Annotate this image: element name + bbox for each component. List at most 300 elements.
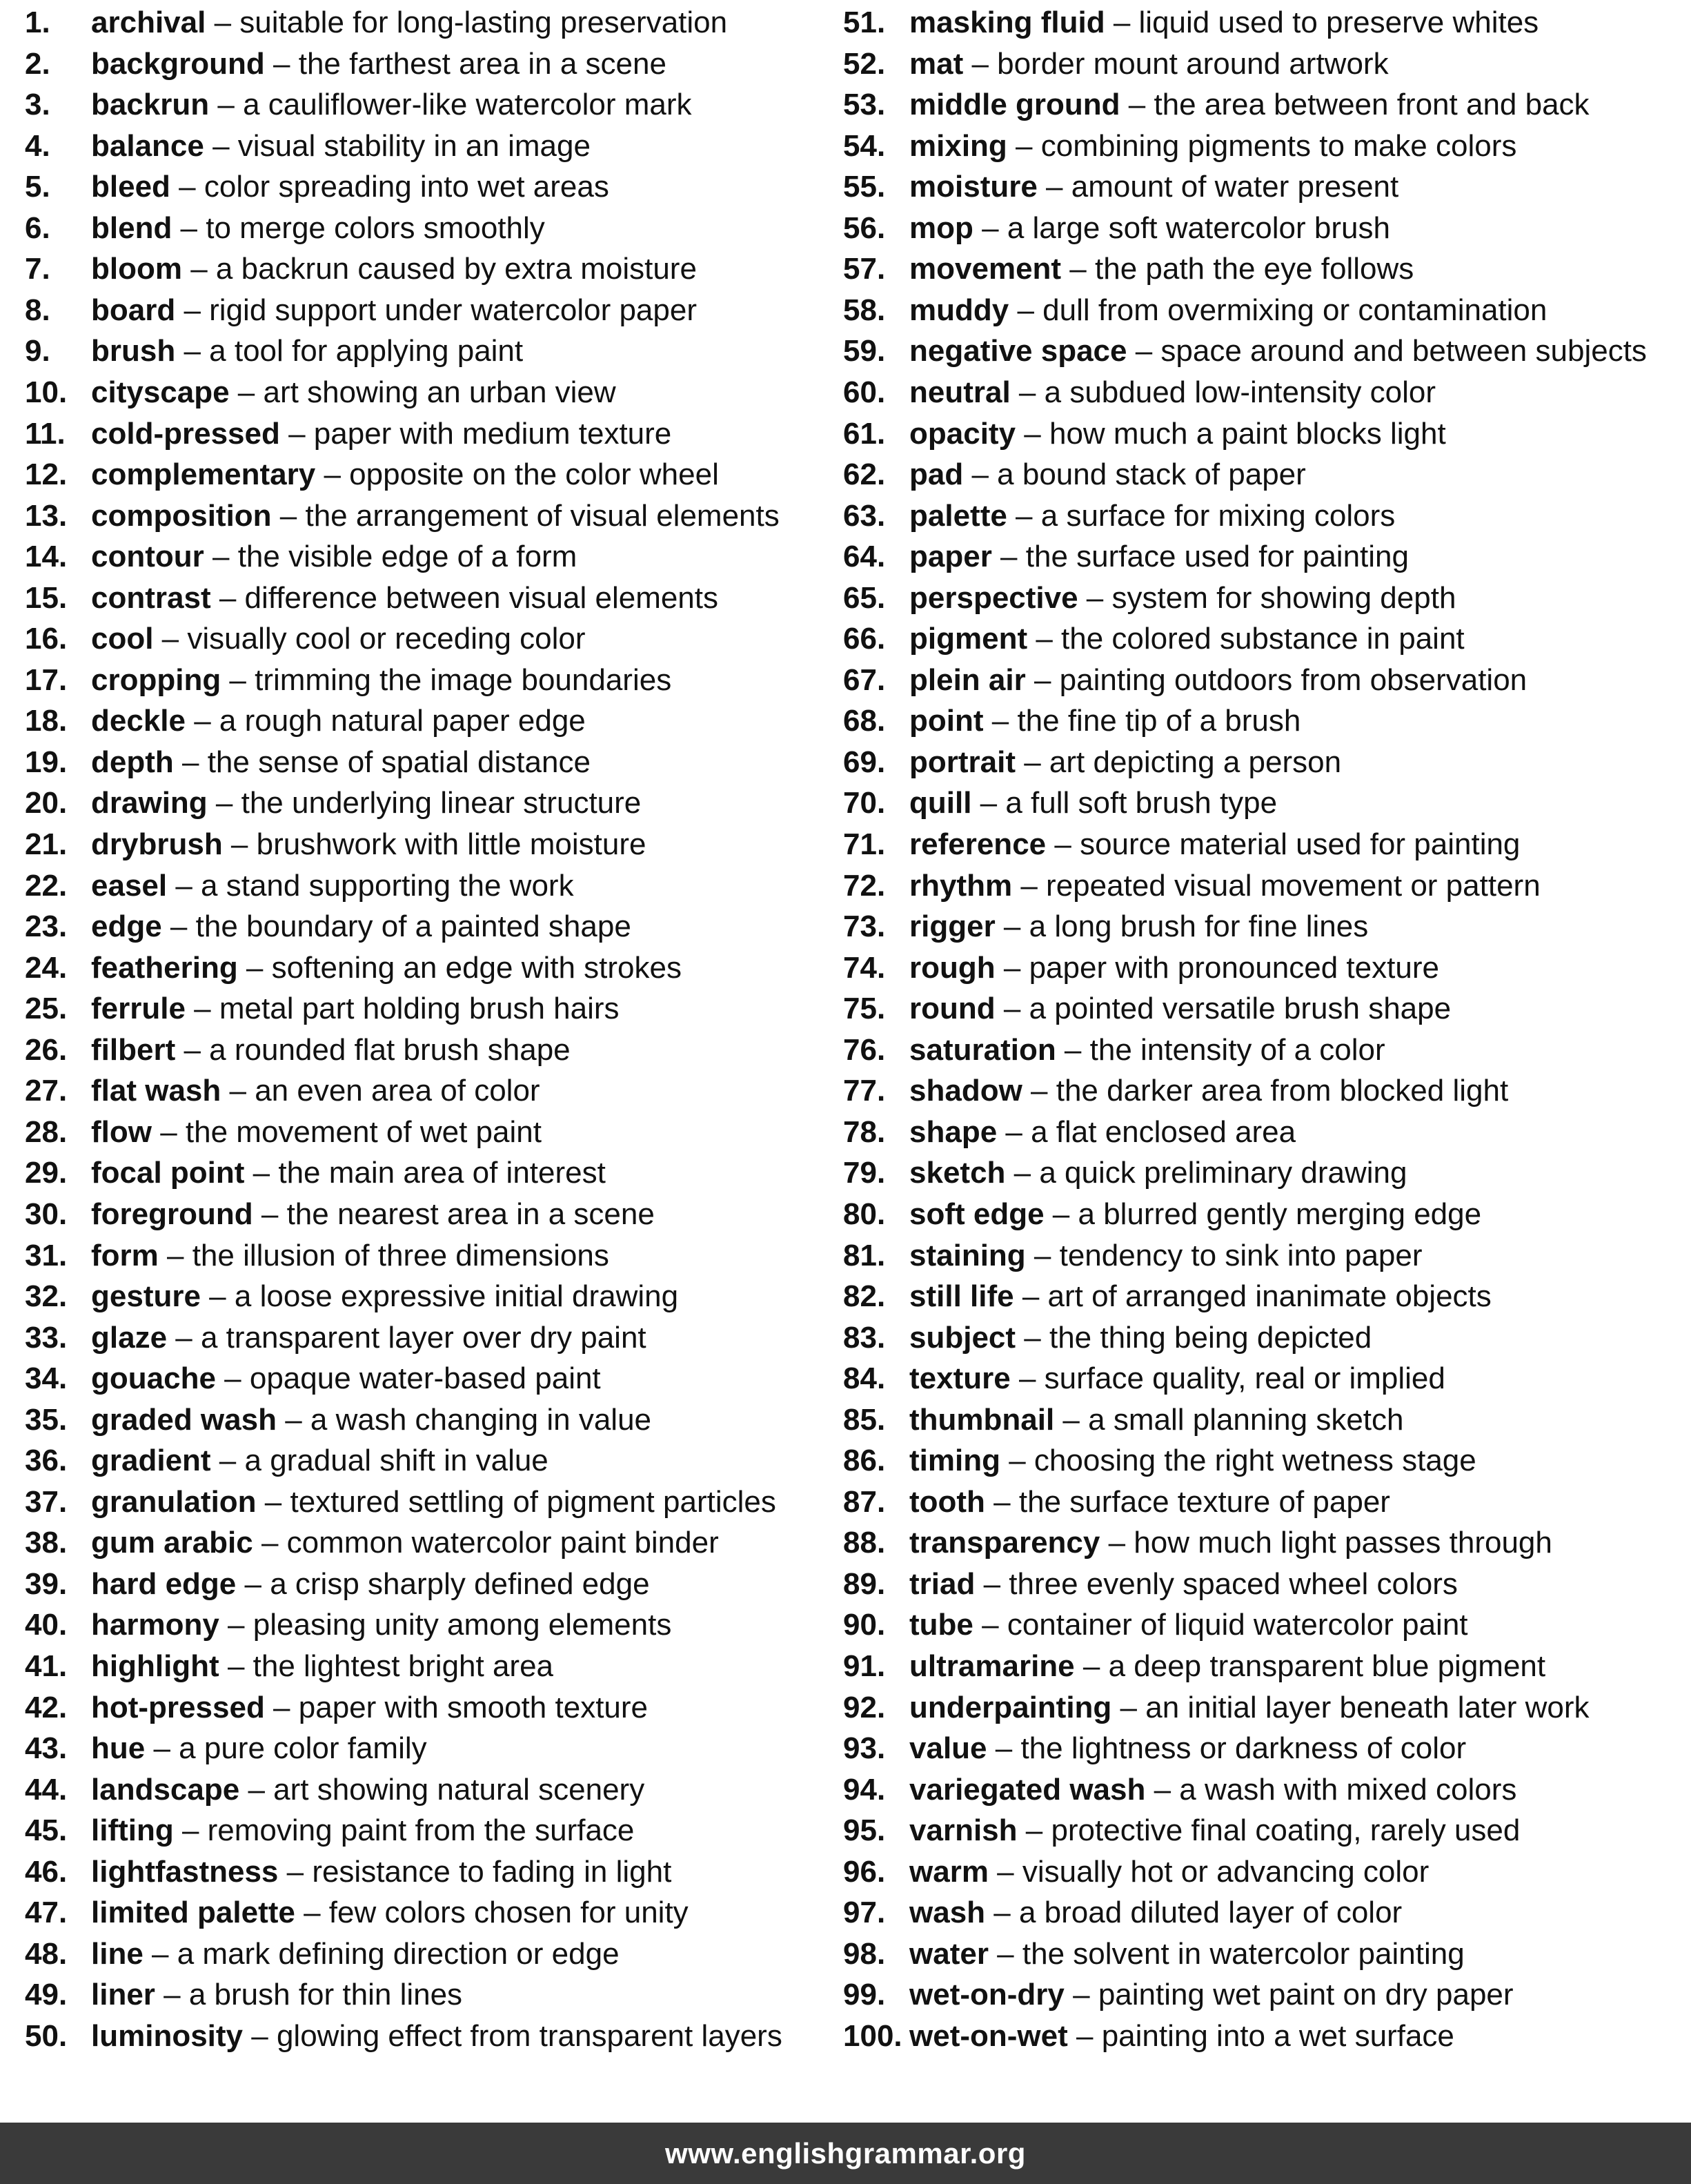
entry-number: 88. <box>843 1526 886 1560</box>
entry-definition: the visible edge of a form <box>237 540 577 574</box>
entry-definition: a broad diluted layer of color <box>1018 1896 1403 1930</box>
entry-separator: – <box>991 540 1026 574</box>
entry-term: balance <box>91 128 204 163</box>
entry-text <box>91 1194 655 1235</box>
entry-term: mop <box>909 210 973 245</box>
entry-definition: the intensity of a color <box>1089 1032 1385 1067</box>
entry-separator: – <box>295 1896 329 1930</box>
entry-term: shadow <box>909 1074 1022 1108</box>
entry-text <box>909 1646 1545 1687</box>
entry-text <box>909 1112 1296 1153</box>
entry-term: blend <box>91 210 172 245</box>
entry-separator: – <box>239 1772 274 1807</box>
entry-term: focal point <box>91 1156 245 1190</box>
entry-term: sketch <box>909 1156 1006 1190</box>
entry-definition: a small planning sketch <box>1088 1402 1404 1437</box>
entry-separator: – <box>172 210 206 245</box>
entry-text <box>91 1030 571 1071</box>
entry-separator: – <box>1064 1978 1098 2012</box>
entry-text <box>91 84 692 126</box>
entry-term: water <box>909 1936 989 1971</box>
entry-number: 10. <box>25 375 68 409</box>
entry-number: 86. <box>843 1444 886 1478</box>
entry-definition: opposite on the color wheel <box>349 458 719 492</box>
entry-term: masking fluid <box>909 6 1105 39</box>
entry-term: portrait <box>909 745 1016 779</box>
entry-number: 90. <box>843 1608 886 1642</box>
entry-text <box>909 783 1277 824</box>
entry-term: feathering <box>91 950 238 985</box>
entry-number: 7. <box>25 252 50 286</box>
entry-separator: – <box>1017 1813 1051 1848</box>
entry-term: round <box>909 992 996 1026</box>
entry-separator: – <box>1105 6 1139 39</box>
entry-definition: the illusion of three dimensions <box>192 1238 609 1272</box>
entry-separator: – <box>1054 1402 1089 1437</box>
entry-definition: paper with smooth texture <box>298 1690 649 1724</box>
entry-separator: – <box>170 170 204 204</box>
entry-number: 26. <box>25 1032 68 1067</box>
entry-text <box>909 1399 1403 1441</box>
entry-definition: a pointed versatile brush shape <box>1029 992 1452 1026</box>
entry-text <box>909 248 1414 290</box>
entry-definition: container of liquid watercolor paint <box>1007 1608 1468 1642</box>
entry-number: 39. <box>25 1566 68 1601</box>
entry-separator: – <box>1100 1526 1134 1560</box>
entry-separator: – <box>973 210 1007 245</box>
entry-number: 23. <box>25 909 68 944</box>
entry-separator: – <box>200 1279 235 1314</box>
entry-term: complementary <box>91 458 316 492</box>
entry-definition: border mount around artwork <box>997 46 1389 81</box>
entry-definition: softening an edge with strokes <box>271 950 682 985</box>
entry-separator: – <box>1061 252 1095 286</box>
entry-separator: – <box>1007 128 1041 163</box>
entry-term: glaze <box>91 1320 168 1355</box>
entry-definition: the solvent in watercolor painting <box>1022 1936 1465 1971</box>
entry-number: 92. <box>843 1690 886 1724</box>
entry-definition: paper with medium texture <box>313 416 672 451</box>
entry-separator: – <box>175 293 210 327</box>
entry-separator: – <box>1000 1444 1034 1478</box>
entry-number: 59. <box>843 334 886 368</box>
entry-text <box>909 2 1539 43</box>
entry-term: perspective <box>909 580 1078 615</box>
entry-definition: the arrangement of visual elements <box>305 498 780 533</box>
entry-text <box>909 1934 1465 1975</box>
entry-term: lightfastness <box>91 1854 279 1889</box>
entry-separator: – <box>173 745 208 779</box>
entry-term: brush <box>91 334 176 368</box>
entry-term: warm <box>909 1854 989 1889</box>
entry-separator: – <box>185 992 219 1026</box>
entry-separator: – <box>995 992 1029 1026</box>
entry-separator: – <box>215 1361 250 1396</box>
entry-separator: – <box>244 1156 279 1190</box>
entry-term: wash <box>909 1896 986 1930</box>
entry-number: 62. <box>843 458 886 492</box>
entry-number: 97. <box>843 1896 886 1930</box>
entry-number: 67. <box>843 662 886 697</box>
entry-separator: – <box>1009 293 1043 327</box>
footer-url[interactable]: www.englishgrammar.org <box>665 2136 1026 2170</box>
entry-text <box>909 1317 1372 1359</box>
entry-separator: – <box>1127 334 1161 368</box>
entry-number: 25. <box>25 992 68 1026</box>
entry-number: 37. <box>25 1484 68 1519</box>
entry-definition: a stand supporting the work <box>201 868 574 903</box>
entry-definition: the sense of spatial distance <box>207 745 591 779</box>
entry-definition: resistance to fading in light <box>312 1854 672 1889</box>
entry-term: mixing <box>909 128 1007 163</box>
entry-text <box>91 2016 782 2057</box>
entry-number: 73. <box>843 909 886 944</box>
entry-number: 85. <box>843 1402 886 1437</box>
entry-text <box>91 1399 651 1441</box>
entry-text <box>91 1440 548 1482</box>
entry-text <box>91 1728 427 1769</box>
entry-separator: – <box>271 498 306 533</box>
entry-separator: – <box>264 1690 299 1724</box>
entry-definition: a brush for thin lines <box>188 1978 463 2012</box>
entry-text <box>909 1440 1476 1482</box>
entry-number: 4. <box>25 128 50 163</box>
entry-text <box>91 1851 671 1893</box>
entry-definition: painting wet paint on dry paper <box>1098 1978 1514 2012</box>
entry-separator: – <box>971 786 1006 820</box>
entry-separator: – <box>151 1114 186 1149</box>
entry-term: depth <box>91 745 174 779</box>
entry-term: point <box>909 704 984 738</box>
entry-text <box>909 578 1456 619</box>
entry-number: 61. <box>843 416 886 451</box>
entry-text <box>91 1646 553 1687</box>
entry-definition: pleasing unity among elements <box>253 1608 672 1642</box>
entry-definition: a deep transparent blue pigment <box>1108 1649 1546 1683</box>
entry-text <box>909 43 1389 85</box>
entry-text <box>909 331 1647 372</box>
entry-term: staining <box>909 1238 1026 1272</box>
entry-number: 34. <box>25 1361 68 1396</box>
entry-number: 96. <box>843 1854 886 1889</box>
entry-term: movement <box>909 252 1062 286</box>
entry-term: contour <box>91 540 204 574</box>
entry-separator: – <box>1027 622 1062 656</box>
entry-text <box>91 290 697 331</box>
entry-number: 42. <box>25 1690 68 1724</box>
entry-number: 100. <box>843 2018 902 2053</box>
entry-number: 95. <box>843 1813 886 1848</box>
entry-number: 5. <box>25 170 50 204</box>
entry-text <box>91 1112 542 1153</box>
entry-number: 18. <box>25 704 68 738</box>
entry-text <box>91 947 682 989</box>
entry-number: 64. <box>843 540 886 574</box>
entry-text <box>909 208 1390 249</box>
entry-text <box>909 166 1398 208</box>
entry-term: underpainting <box>909 1690 1112 1724</box>
entry-text <box>909 372 1436 413</box>
entry-text <box>91 208 545 249</box>
entry-term: texture <box>909 1361 1011 1396</box>
entry-definition: the surface used for painting <box>1025 540 1409 574</box>
entry-term: neutral <box>909 375 1011 409</box>
entry-term: cityscape <box>91 375 230 409</box>
entry-term: shape <box>909 1114 998 1149</box>
entry-text <box>909 1728 1466 1769</box>
entry-text <box>91 578 718 619</box>
entry-text <box>91 742 591 783</box>
footer-bar <box>0 2123 1691 2184</box>
entry-number: 45. <box>25 1813 68 1848</box>
entry-number: 54. <box>843 128 886 163</box>
entry-separator: – <box>145 1731 179 1766</box>
entry-definition: an even area of color <box>255 1074 540 1108</box>
entry-separator: – <box>1025 662 1060 697</box>
entry-separator: – <box>995 909 1029 944</box>
entry-separator: – <box>237 950 272 985</box>
entry-term: gouache <box>91 1361 216 1396</box>
entry-number: 70. <box>843 786 886 820</box>
entry-separator: – <box>963 458 998 492</box>
entry-number: 77. <box>843 1074 886 1108</box>
entry-text <box>91 1564 650 1605</box>
entry-number: 35. <box>25 1402 68 1437</box>
entry-definition: difference between visual elements <box>244 580 719 615</box>
entry-number: 24. <box>25 950 68 985</box>
entry-number: 48. <box>25 1936 68 1971</box>
entry-definition: painting outdoors from observation <box>1059 662 1527 697</box>
entry-number: 82. <box>843 1279 886 1314</box>
entry-separator: – <box>995 950 1029 985</box>
entry-separator: – <box>253 1526 287 1560</box>
entry-separator: – <box>1046 827 1080 861</box>
entry-term: wet-on-wet <box>909 2018 1068 2053</box>
entry-separator: – <box>175 334 210 368</box>
entry-text <box>909 536 1409 578</box>
entry-definition: a rounded flat brush shape <box>209 1032 571 1067</box>
entry-definition: liquid used to preserve whites <box>1138 6 1539 39</box>
entry-separator: – <box>167 1320 201 1355</box>
entry-text <box>909 1851 1429 1893</box>
entry-text <box>91 1522 719 1564</box>
entry-separator: – <box>276 1402 310 1437</box>
entry-number: 46. <box>25 1854 68 1889</box>
entry-separator: – <box>229 375 264 409</box>
entry-separator: – <box>204 540 238 574</box>
entry-separator: – <box>1013 1279 1048 1314</box>
entry-definition: choosing the right wetness stage <box>1034 1444 1476 1478</box>
entry-separator: – <box>985 1896 1019 1930</box>
entry-term: composition <box>91 498 272 533</box>
entry-separator: – <box>253 1197 287 1231</box>
entry-definition: how much light passes through <box>1134 1526 1552 1560</box>
entry-text <box>91 1070 540 1112</box>
entry-text <box>91 700 586 742</box>
entry-text <box>91 1482 776 1523</box>
entry-text <box>91 906 631 947</box>
entry-separator: – <box>1016 416 1049 451</box>
entry-text <box>91 331 523 372</box>
entry-text <box>909 742 1341 783</box>
entry-number: 21. <box>25 827 68 861</box>
entry-term: foreground <box>91 1197 253 1231</box>
entry-separator: – <box>975 1566 1009 1601</box>
entry-term: subject <box>909 1320 1016 1355</box>
entry-text <box>909 1522 1552 1564</box>
entry-separator: – <box>1025 1238 1060 1272</box>
entry-definition: a wash changing in value <box>310 1402 652 1437</box>
entry-separator: – <box>210 580 245 615</box>
entry-term: thumbnail <box>909 1402 1055 1437</box>
entry-text <box>909 988 1451 1030</box>
entry-term: mat <box>909 46 964 81</box>
entry-number: 87. <box>843 1484 886 1519</box>
entry-definition: system for showing depth <box>1111 580 1456 615</box>
entry-definition: removing paint from the surface <box>207 1813 635 1848</box>
entry-separator: – <box>1010 375 1045 409</box>
entry-term: soft edge <box>909 1197 1045 1231</box>
entry-term: line <box>91 1936 144 1971</box>
entry-term: granulation <box>91 1484 257 1519</box>
entry-definition: the colored substance in paint <box>1061 622 1465 656</box>
entry-text <box>91 536 577 578</box>
entry-definition: a crisp sharply defined edge <box>270 1566 650 1601</box>
entry-separator: – <box>264 46 299 81</box>
entry-number: 93. <box>843 1731 886 1766</box>
entry-definition: source material used for painting <box>1080 827 1521 861</box>
entry-text <box>91 1810 634 1851</box>
entry-separator: – <box>221 662 255 697</box>
entry-number: 69. <box>843 745 886 779</box>
entry-separator: – <box>278 1854 313 1889</box>
entry-text <box>91 988 620 1030</box>
entry-text <box>91 1604 671 1646</box>
entry-term: contrast <box>91 580 211 615</box>
entry-separator: – <box>155 1978 189 2012</box>
entry-separator: – <box>1111 1690 1146 1724</box>
entry-number: 99. <box>843 1978 886 2012</box>
entry-number: 38. <box>25 1526 68 1560</box>
entry-separator: – <box>221 1074 255 1108</box>
entry-number: 65. <box>843 580 886 615</box>
entry-separator: – <box>997 1114 1031 1149</box>
entry-definition: art of arranged inanimate objects <box>1047 1279 1492 1314</box>
entry-text <box>91 1934 620 1975</box>
entry-number: 83. <box>843 1320 886 1355</box>
entry-text <box>909 290 1547 331</box>
entry-separator: – <box>167 868 201 903</box>
entry-definition: a rough natural paper edge <box>219 704 586 738</box>
entry-number: 60. <box>843 375 886 409</box>
entry-term: drybrush <box>91 827 223 861</box>
entry-term: varnish <box>909 1813 1018 1848</box>
entry-separator: – <box>987 1731 1021 1766</box>
entry-number: 47. <box>25 1896 68 1930</box>
entry-separator: – <box>206 6 240 39</box>
entry-definition: a bound stack of paper <box>997 458 1306 492</box>
entry-term: rhythm <box>909 868 1013 903</box>
entry-term: triad <box>909 1566 976 1601</box>
entry-number: 68. <box>843 704 886 738</box>
entry-definition: a flat enclosed area <box>1031 1114 1296 1149</box>
entry-separator: – <box>1016 745 1049 779</box>
entry-number: 94. <box>843 1772 886 1807</box>
entry-separator: – <box>1056 1032 1090 1067</box>
entry-number: 52. <box>843 46 886 81</box>
entry-text <box>909 1974 1514 2016</box>
entry-term: tooth <box>909 1484 985 1519</box>
entry-definition: surface quality, real or implied <box>1044 1361 1445 1396</box>
entry-definition: textured settling of pigment particles <box>290 1484 776 1519</box>
entry-separator: – <box>963 46 998 81</box>
entry-number: 27. <box>25 1074 68 1108</box>
entry-number: 36. <box>25 1444 68 1478</box>
entry-separator: – <box>988 1936 1022 1971</box>
entry-text <box>909 84 1590 126</box>
entry-separator: – <box>243 2018 277 2053</box>
entry-term: liner <box>91 1978 155 2012</box>
entry-term: value <box>909 1731 987 1766</box>
entry-text <box>91 1317 646 1359</box>
entry-number: 66. <box>843 622 886 656</box>
entry-definition: painting into a wet surface <box>1101 2018 1454 2053</box>
entry-text <box>91 43 666 85</box>
entry-term: gesture <box>91 1279 201 1314</box>
entry-text <box>909 1030 1385 1071</box>
entry-number: 50. <box>25 2018 68 2053</box>
entry-definition: brushwork with little moisture <box>256 827 646 861</box>
entry-number: 22. <box>25 868 68 903</box>
entry-text <box>91 1687 648 1729</box>
entry-separator: – <box>181 252 216 286</box>
entry-term: pigment <box>909 622 1028 656</box>
entry-separator: – <box>219 1608 253 1642</box>
entry-definition: the main area of interest <box>278 1156 606 1190</box>
entry-number: 43. <box>25 1731 68 1766</box>
entry-text <box>91 660 671 701</box>
entry-separator: – <box>1067 2018 1102 2053</box>
entry-separator: – <box>1044 1197 1078 1231</box>
entry-term: archival <box>91 6 206 39</box>
entry-term: still life <box>909 1279 1014 1314</box>
entry-text <box>91 865 574 907</box>
entry-definition: common watercolor paint binder <box>286 1526 719 1560</box>
entry-number: 31. <box>25 1238 68 1272</box>
entry-separator: – <box>222 827 257 861</box>
entry-term: hot-pressed <box>91 1690 265 1724</box>
entry-term: tube <box>909 1608 973 1642</box>
entry-number: 78. <box>843 1114 886 1149</box>
entry-separator: – <box>1007 498 1041 533</box>
entry-definition: visual stability in an image <box>237 128 591 163</box>
entry-separator: – <box>210 1444 245 1478</box>
entry-separator: – <box>315 458 350 492</box>
entry-definition: to merge colors smoothly <box>206 210 545 245</box>
entry-number: 49. <box>25 1978 68 2012</box>
entry-definition: a long brush for fine lines <box>1029 909 1369 944</box>
entry-separator: – <box>219 1649 253 1683</box>
entry-text <box>909 1892 1402 1934</box>
entry-separator: – <box>985 1484 1019 1519</box>
entry-term: lifting <box>91 1813 174 1848</box>
entry-term: limited palette <box>91 1896 295 1930</box>
entry-term: ultramarine <box>909 1649 1075 1683</box>
entry-definition: tendency to sink into paper <box>1059 1238 1423 1272</box>
entry-number: 40. <box>25 1608 68 1642</box>
entry-definition: the thing being depicted <box>1049 1320 1372 1355</box>
entry-term: filbert <box>91 1032 176 1067</box>
